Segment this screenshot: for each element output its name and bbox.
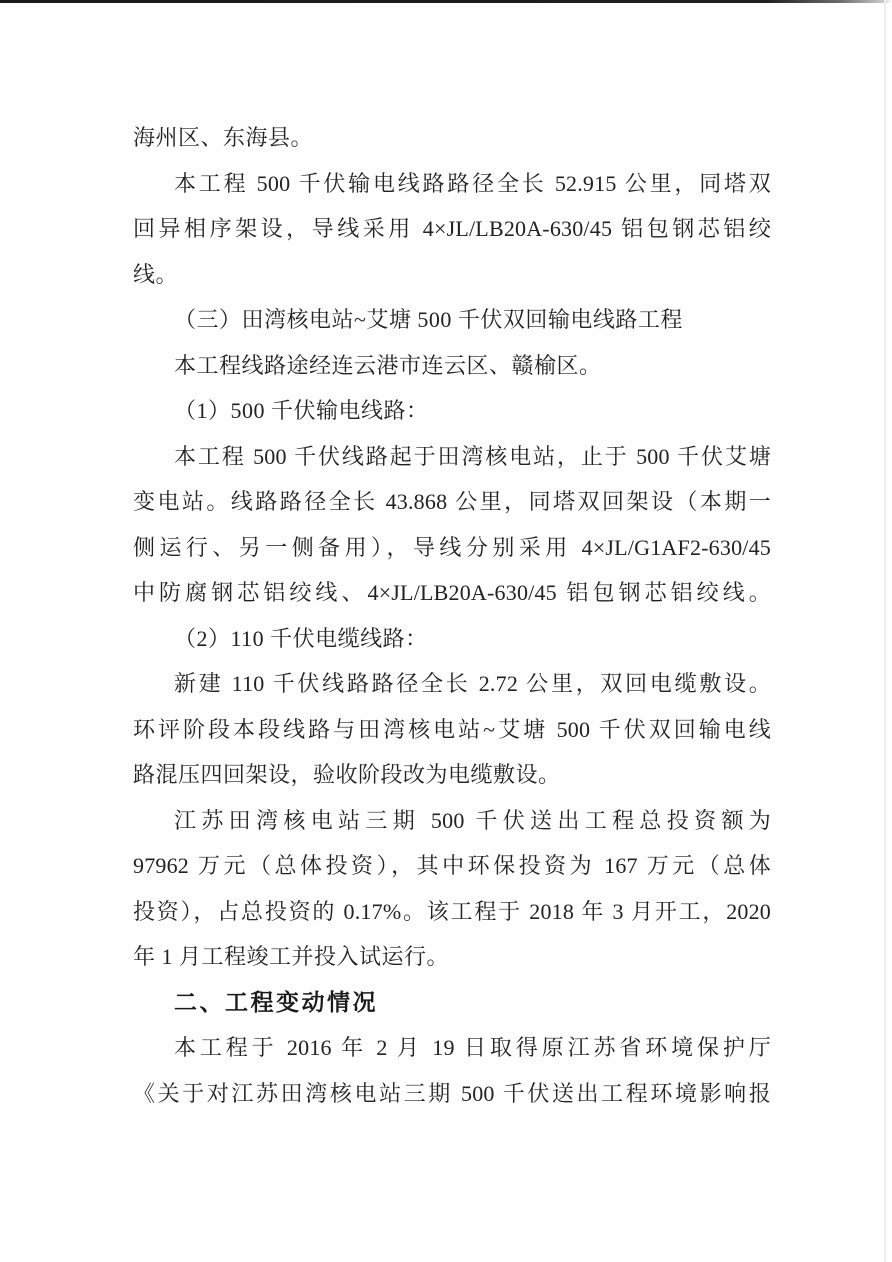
text-line: 江苏田湾核电站三期 500 千伏送出工程总投资额为 (174, 807, 771, 833)
text-line: 线。 (133, 261, 179, 287)
text-line: （1）500 千伏输电线路： (174, 398, 429, 423)
text-line: 中防腐钢芯铝绞线、4×JL/LB20A-630/45 铝包钢芯铝绞线。 (133, 580, 771, 605)
text-line: 《关于对江苏田湾核电站三期 500 千伏送出工程环境影响报 (133, 1080, 771, 1106)
text-line: 变电站。线路路径全长 43.868 公里，同塔双回架设（本期一 (133, 489, 771, 514)
scan-artifact-top-edge (0, 0, 892, 3)
text-line: 环评阶段本段线路与田湾核电站~艾塘 500 千伏双回输电线 (133, 716, 771, 742)
text-line: （三）田湾核电站~艾塘 500 千伏双回输电线路工程 (174, 307, 683, 332)
text-line: 年 1 月工程竣工并投入试运行。 (133, 944, 450, 969)
text-line: 投资），占总投资的 0.17%。该工程于 2018 年 3 月开工，2020 (133, 898, 771, 924)
text-line: 本工程线路途经连云港市连云区、赣榆区。 (174, 352, 602, 378)
text-line: 回异相序架设，导线采用 4×JL/LB20A-630/45 铝包钢芯铝绞 (133, 216, 771, 241)
document-text-block (133, 115, 771, 1116)
text-line: 本工程于 2016 年 2 月 19 日取得原江苏省环境保护厅 (174, 1035, 771, 1060)
text-line: 本工程 500 千伏线路起于田湾核电站，止于 500 千伏艾塘 (174, 443, 771, 469)
text-line: 海州区、东海县。 (133, 125, 314, 150)
scan-artifact-right-edge (884, 0, 886, 1262)
section-heading: 二、工程变动情况 (174, 988, 378, 1015)
text-line: 97962 万元（总体投资），其中环保投资为 167 万元（总体 (133, 853, 771, 878)
text-line: 侧运行、另一侧备用），导线分别采用 4×JL/G1AF2-630/45 (133, 534, 771, 560)
text-line: （2）110 千伏电缆线路： (174, 625, 428, 651)
text-line: 本工程 500 千伏输电线路路径全长 52.915 公里，同塔双 (174, 170, 771, 196)
text-line: 新建 110 千伏线路路径全长 2.72 公里，双回电缆敷设。 (174, 671, 771, 696)
text-line: 路混压四回架设，验收阶段改为电缆敷设。 (133, 762, 561, 787)
